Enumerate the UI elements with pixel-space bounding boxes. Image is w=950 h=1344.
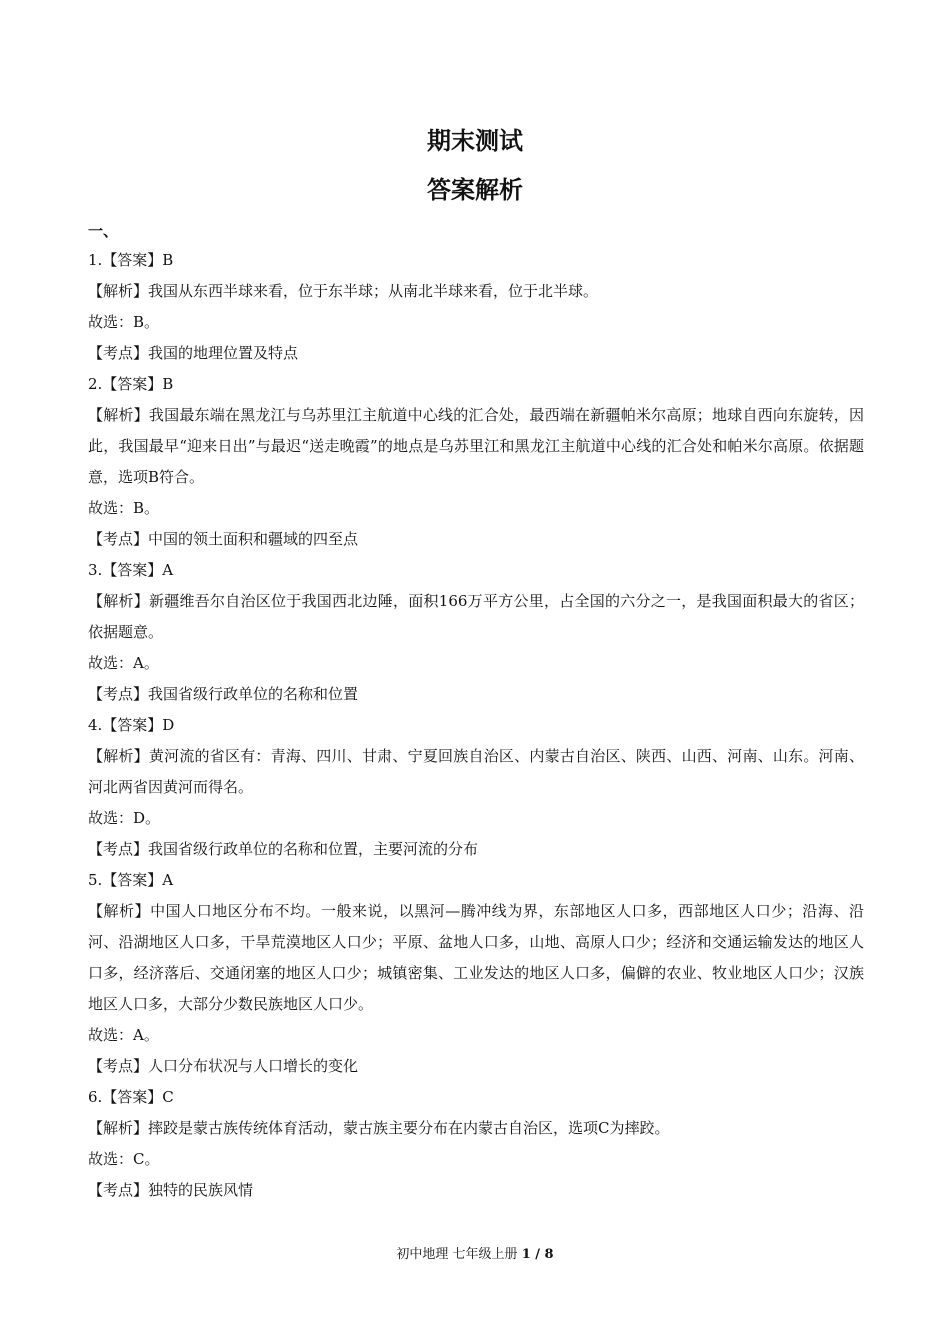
- point-line: 【考点】我国省级行政单位的名称和位置: [88, 685, 359, 703]
- point-line: 【考点】中国的领土面积和疆域的四至点: [88, 530, 359, 548]
- analysis-paragraph: 【解析】新疆维吾尔自治区位于我国西北边陲，面积166万平方公里，占全国的六分之一，是我国面积最大的省区；依据题意。: [88, 592, 864, 641]
- answer-list: [88, 245, 864, 1206]
- analysis-paragraph: 【解析】黄河流的省区有：青海、四川、甘肃、宁夏回族自治区、内蒙古自治区、陕西、山西、河南、山东。河南、河北两省因黄河而得名。: [88, 747, 864, 796]
- section-label: 一、: [88, 222, 119, 240]
- choice-line: 故选：B。: [88, 313, 160, 331]
- page-subtitle: 答案解析: [427, 176, 523, 204]
- answer-line: 4.【答案】D: [88, 716, 175, 734]
- footer-text: 初中地理 七年级上册: [396, 1247, 518, 1262]
- answer-line: 5.【答案】A: [88, 871, 174, 889]
- choice-line: 故选：A。: [88, 654, 159, 672]
- analysis-paragraph: 【解析】我国最东端在黑龙江与乌苏里江主航道中心线的汇合处，最西端在新疆帕米尔高原；地球自西向东旋转，因此，我国最早“迎来日出”与最迟“送走晚霞”的地点是乌苏里江和黑龙江主航道中心线的汇合处和帕米尔高原。依据题意，选项B符合。: [88, 406, 864, 486]
- page-footer: [0, 1246, 950, 1264]
- analysis-paragraph: 【解析】中国人口地区分布不均。一般来说，以黑河—腾冲线为界，东部地区人口多，西部地区人口少；沿海、沿河、沿湖地区人口多，干旱荒漠地区人口少；平原、盆地人口多，山地、高原人口少；经济和交通运输发达的地区人口多，经济落后、交通闭塞的地区人口少；城镇密集、工业发达的地区人口多，偏僻的农业、牧业地区人口少；汉族地区人口多，大部分少数民族地区人口少。: [88, 902, 864, 1013]
- point-line: 【考点】独特的民族风情: [88, 1181, 254, 1199]
- choice-line: 故选：B。: [88, 499, 160, 517]
- choice-line: 故选：A。: [88, 1026, 159, 1044]
- answer-line: 2.【答案】B: [88, 375, 174, 393]
- answer-line: 3.【答案】A: [88, 561, 174, 579]
- choice-line: 故选：C。: [88, 1150, 160, 1168]
- analysis-paragraph: 【解析】我国从东西半球来看，位于东半球；从南北半球来看，位于北半球。: [88, 282, 599, 300]
- analysis-paragraph: 【解析】摔跤是蒙古族传统体育活动，蒙古族主要分布在内蒙古自治区，选项C为摔跤。: [88, 1119, 670, 1137]
- choice-line: 故选：D。: [88, 809, 161, 827]
- page-number: 1 / 8: [521, 1247, 554, 1262]
- answer-line: 6.【答案】C: [88, 1088, 174, 1106]
- point-line: 【考点】我国省级行政单位的名称和位置，主要河流的分布: [88, 840, 479, 858]
- answer-line: 1.【答案】B: [88, 251, 174, 269]
- point-line: 【考点】我国的地理位置及特点: [88, 344, 299, 362]
- point-line: 【考点】人口分布状况与人口增长的变化: [88, 1057, 359, 1075]
- page-title: 期末测试: [427, 127, 523, 155]
